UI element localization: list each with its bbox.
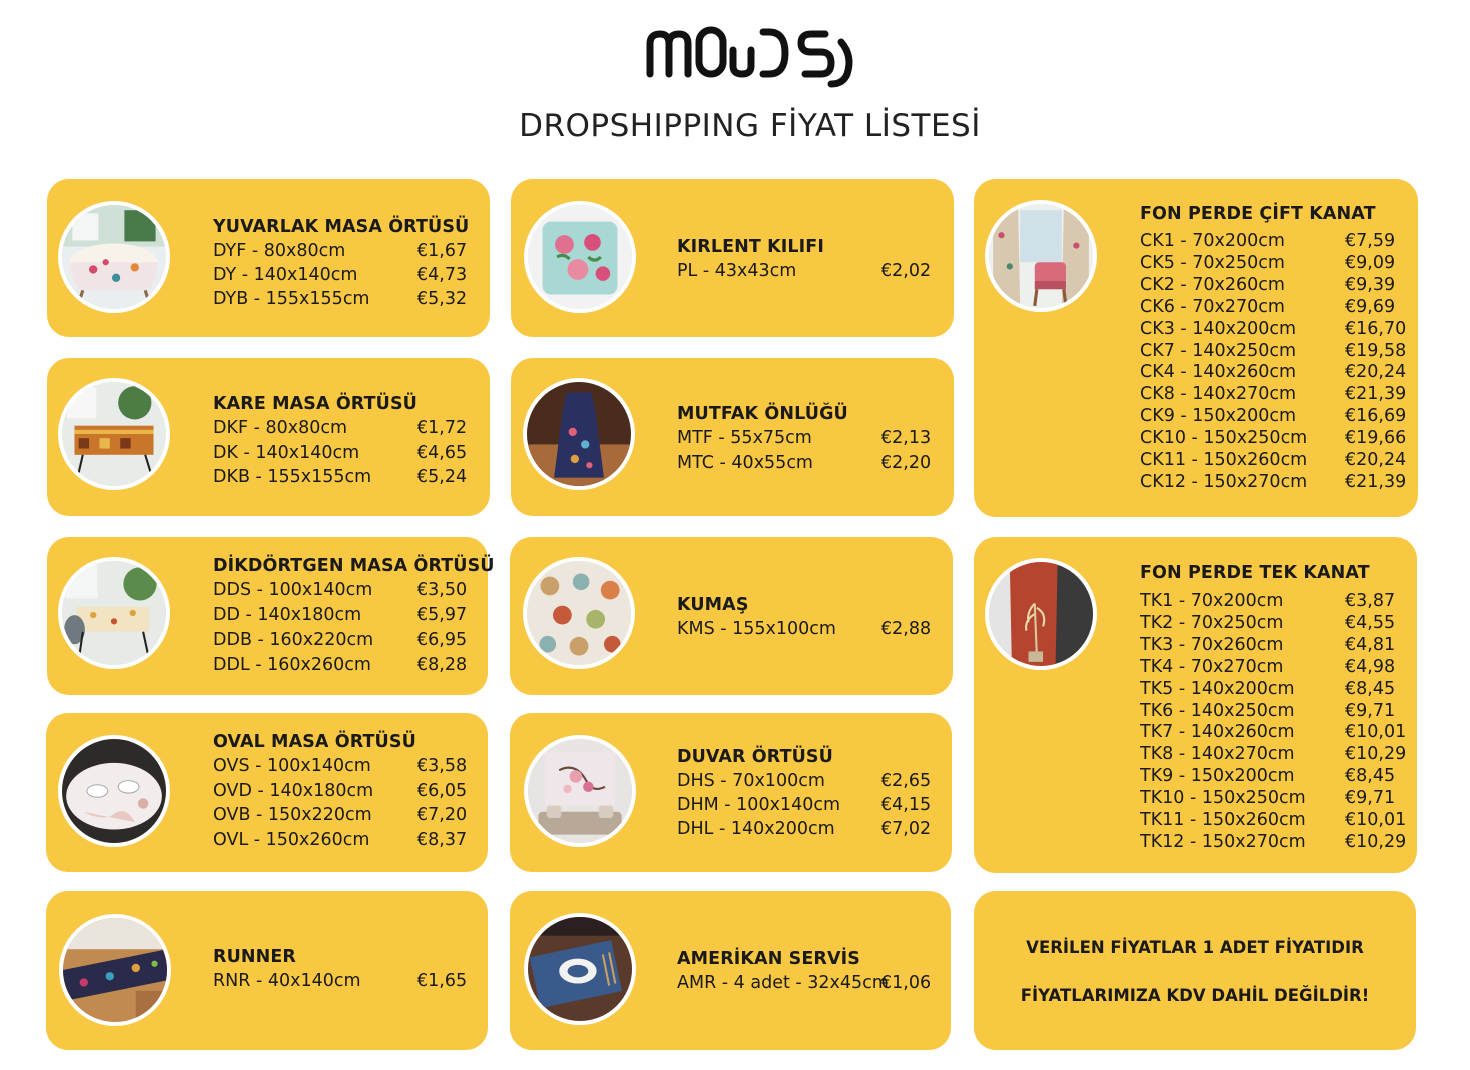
product-price: €19,66 xyxy=(1345,428,1407,449)
product-code: MTC - 40x55cm xyxy=(677,453,813,473)
product-image-oval-tablecloth xyxy=(58,735,170,847)
product-price: €8,45 xyxy=(1345,766,1396,787)
product-code: CK6 - 70x270cm xyxy=(1140,296,1285,317)
product-price: €21,39 xyxy=(1345,384,1407,405)
product-code: RNR - 40x140cm xyxy=(213,971,361,991)
product-code: DHL - 140x200cm xyxy=(677,819,835,839)
product-price: €4,73 xyxy=(417,265,468,285)
product-code: TK2 - 70x250cm xyxy=(1140,612,1284,633)
card-amerikan xyxy=(510,891,951,1050)
card-title: KARE MASA ÖRTÜSÜ xyxy=(213,394,417,414)
product-price: €9,39 xyxy=(1345,274,1396,295)
product-image-square-tablecloth xyxy=(58,378,170,490)
product-code: CK9 - 150x200cm xyxy=(1140,406,1297,427)
product-price: €8,37 xyxy=(417,830,468,850)
product-code: DDL - 160x260cm xyxy=(213,655,371,675)
product-price: €16,70 xyxy=(1345,318,1407,339)
product-image-table-runner xyxy=(59,914,171,1026)
product-price: €19,58 xyxy=(1345,340,1407,361)
product-price: €4,98 xyxy=(1345,656,1396,677)
product-code: TK1 - 70x200cm xyxy=(1140,591,1284,611)
product-code: KMS - 155x100cm xyxy=(677,619,836,639)
product-price: €4,55 xyxy=(1345,612,1396,633)
card-kumas xyxy=(510,537,953,695)
card-title: MUTFAK ÖNLÜĞÜ xyxy=(677,404,848,424)
product-code: CK1 - 70x200cm xyxy=(1140,231,1285,251)
product-price: €10,01 xyxy=(1345,722,1407,743)
product-image-kitchen-apron xyxy=(523,378,635,490)
product-price: €9,09 xyxy=(1345,252,1396,273)
product-code: DDS - 100x140cm xyxy=(213,580,373,600)
card-mutfak xyxy=(511,358,954,516)
product-price: €9,71 xyxy=(1345,700,1396,721)
product-price: €6,95 xyxy=(417,630,468,650)
product-price: €4,15 xyxy=(881,795,932,815)
card-title: KIRLENT KILIFI xyxy=(677,237,824,257)
product-price: €1,72 xyxy=(417,418,468,438)
product-code: MTF - 55x75cm xyxy=(677,428,812,448)
product-code: CK12 - 150x270cm xyxy=(1140,471,1308,492)
product-code: DKF - 80x80cm xyxy=(213,418,348,438)
note-vat: FİYATLARIMIZA KDV DAHİL DEĞİLDİR! xyxy=(1020,986,1370,1005)
product-code: OVL - 150x260cm xyxy=(213,830,370,850)
product-code: TK4 - 70x270cm xyxy=(1140,656,1284,677)
product-code: DD - 140x180cm xyxy=(213,605,362,625)
product-price: €5,24 xyxy=(417,467,468,487)
product-code: TK11 - 150x260cm xyxy=(1140,810,1306,830)
product-price: €7,20 xyxy=(417,805,468,825)
product-code: CK4 - 140x260cm xyxy=(1140,362,1297,383)
card-dikdortgen xyxy=(47,537,495,695)
note-unit-price: VERİLEN FİYATLAR 1 ADET FİYATIDIR xyxy=(1026,938,1364,957)
card-oval xyxy=(46,713,488,872)
product-code: TK8 - 140x270cm xyxy=(1140,744,1295,765)
card-title: FON PERDE TEK KANAT xyxy=(1140,563,1370,583)
card-kirlent xyxy=(511,179,954,337)
product-code: TK7 - 140x260cm xyxy=(1140,722,1295,743)
product-price: €4,65 xyxy=(417,443,468,463)
product-image-cushion-cover xyxy=(524,201,636,313)
product-image-double-curtain xyxy=(985,200,1097,312)
product-code: CK2 - 70x260cm xyxy=(1140,274,1285,295)
product-code: DHS - 70x100cm xyxy=(677,771,825,791)
product-price: €10,29 xyxy=(1345,744,1407,765)
product-code: DY - 140x140cm xyxy=(213,265,358,285)
product-code: DK - 140x140cm xyxy=(213,443,360,463)
product-price: €20,24 xyxy=(1345,450,1407,470)
card-kare xyxy=(47,358,490,516)
product-code: CK5 - 70x250cm xyxy=(1140,252,1285,273)
product-price: €9,71 xyxy=(1345,788,1396,809)
card-title: YUVARLAK MASA ÖRTÜSÜ xyxy=(213,217,470,237)
card-duvar xyxy=(510,713,952,872)
brand-logo xyxy=(645,22,857,88)
card-runner xyxy=(46,891,488,1050)
product-price: €10,29 xyxy=(1345,831,1407,852)
product-price: €2,65 xyxy=(881,771,932,791)
product-price: €6,05 xyxy=(417,781,468,801)
page-subtitle: DROPSHIPPING FİYAT LİSTESİ xyxy=(519,108,981,144)
product-price: €2,13 xyxy=(881,428,932,448)
product-price: €3,58 xyxy=(417,756,468,776)
product-price: €4,81 xyxy=(1345,634,1396,655)
product-price: €10,01 xyxy=(1345,810,1407,830)
product-price: €9,69 xyxy=(1345,296,1396,317)
card-fon-perde-cift xyxy=(974,179,1418,517)
product-code: PL - 43x43cm xyxy=(677,261,797,281)
product-image-rectangle-tablecloth xyxy=(58,557,170,669)
product-code: OVS - 100x140cm xyxy=(213,756,371,776)
product-price: €5,32 xyxy=(417,289,468,309)
product-price: €16,69 xyxy=(1345,406,1407,427)
product-price: €1,67 xyxy=(417,241,468,261)
product-code: OVB - 150x220cm xyxy=(213,805,372,825)
product-price: €7,02 xyxy=(881,819,932,839)
product-price: €2,88 xyxy=(881,619,932,639)
product-code: TK5 - 140x200cm xyxy=(1140,678,1295,699)
product-image-fabric xyxy=(523,557,635,669)
product-image-placemat xyxy=(524,913,636,1025)
card-title: OVAL MASA ÖRTÜSÜ xyxy=(213,732,416,752)
product-code: CK8 - 140x270cm xyxy=(1140,384,1297,405)
product-code: DDB - 160x220cm xyxy=(213,630,374,650)
product-price: €8,45 xyxy=(1345,678,1396,699)
card-title: AMERİKAN SERVİS xyxy=(677,949,860,969)
card-title: RUNNER xyxy=(213,947,297,967)
product-code: DHM - 100x140cm xyxy=(677,795,841,815)
product-price: €7,59 xyxy=(1345,231,1396,251)
product-price: €3,50 xyxy=(417,580,468,600)
card-notes xyxy=(974,891,1416,1050)
product-price: €2,02 xyxy=(881,261,932,281)
product-code: CK10 - 150x250cm xyxy=(1140,428,1308,449)
product-price: €20,24 xyxy=(1345,362,1407,383)
card-title: DUVAR ÖRTÜSÜ xyxy=(677,747,833,767)
product-code: OVD - 140x180cm xyxy=(213,781,374,801)
product-code: TK10 - 150x250cm xyxy=(1140,788,1306,809)
product-image-single-curtain xyxy=(985,558,1097,670)
product-price: €21,39 xyxy=(1345,471,1407,492)
card-yuvarlak xyxy=(47,179,490,337)
card-title: FON PERDE ÇİFT KANAT xyxy=(1140,204,1376,224)
product-price: €2,20 xyxy=(881,453,932,473)
product-code: TK12 - 150x270cm xyxy=(1140,831,1306,852)
card-title: DİKDÖRTGEN MASA ÖRTÜSÜ xyxy=(213,556,495,576)
product-code: CK7 - 140x250cm xyxy=(1140,340,1297,361)
product-price: €5,97 xyxy=(417,605,468,625)
product-code: TK3 - 70x260cm xyxy=(1140,634,1284,655)
product-code: CK11 - 150x260cm xyxy=(1140,450,1308,470)
product-image-wall-tapestry xyxy=(524,735,636,847)
product-code: DYF - 80x80cm xyxy=(213,241,346,261)
product-price: €1,06 xyxy=(881,973,932,993)
product-code: DKB - 155x155cm xyxy=(213,467,372,487)
product-price: €3,87 xyxy=(1345,591,1396,611)
product-price: €8,28 xyxy=(417,655,468,675)
product-code: TK9 - 150x200cm xyxy=(1140,766,1295,787)
card-fon-perde-tek xyxy=(974,537,1417,873)
product-price: €1,65 xyxy=(417,971,468,991)
product-code: DYB - 155x155cm xyxy=(213,289,370,309)
product-code: TK6 - 140x250cm xyxy=(1140,700,1295,721)
product-image-round-tablecloth xyxy=(58,201,170,313)
product-code: AMR - 4 adet - 32x45cm xyxy=(677,973,889,993)
card-title: KUMAŞ xyxy=(677,595,749,615)
product-code: CK3 - 140x200cm xyxy=(1140,318,1297,339)
